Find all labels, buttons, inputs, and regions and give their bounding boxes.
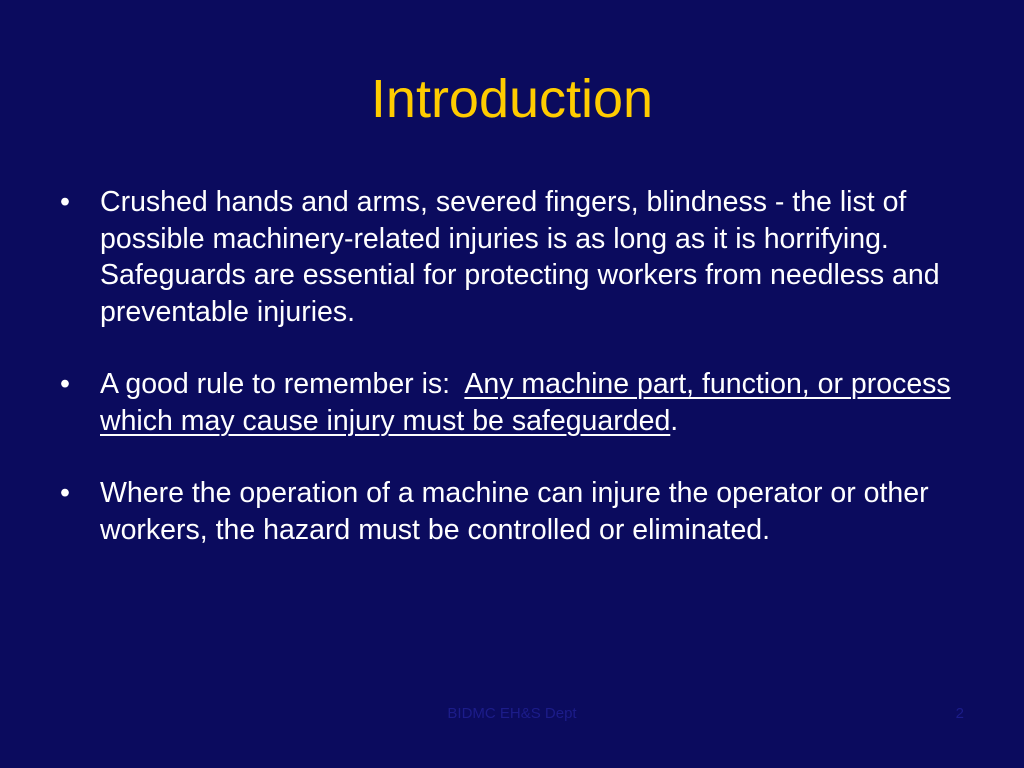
bullet-text: Crushed hands and arms, severed fingers, blindness - the list of possible machinery-related injuries is as long as it is horrifying. Safeguards are essential for protecting workers from needless and preventable injuries.	[100, 186, 940, 328]
bullet-item	[56, 184, 976, 330]
bullet-mark: •	[60, 477, 70, 509]
bullet-mark: •	[60, 368, 70, 400]
bullet-mark: •	[60, 186, 70, 218]
bullet-text	[100, 366, 976, 439]
footer-department: BIDMC EH&S Dept	[447, 705, 577, 722]
bullet-lead-text: A good rule to remember is:	[100, 368, 465, 400]
page-number: 2	[955, 705, 964, 722]
bullet-item	[56, 475, 976, 548]
bullet-list	[56, 184, 976, 548]
safeguard-rule-text: Any machine part, function, or process which may cause injury must be safeguarded	[100, 368, 951, 437]
bullet-text: Where the operation of a machine can injure the operator or other workers, the hazard must be controlled or eliminated.	[100, 477, 929, 546]
bullet-trail-text: .	[670, 404, 679, 437]
bullet-item	[56, 366, 976, 439]
slide-title: Introduction	[370, 69, 654, 129]
